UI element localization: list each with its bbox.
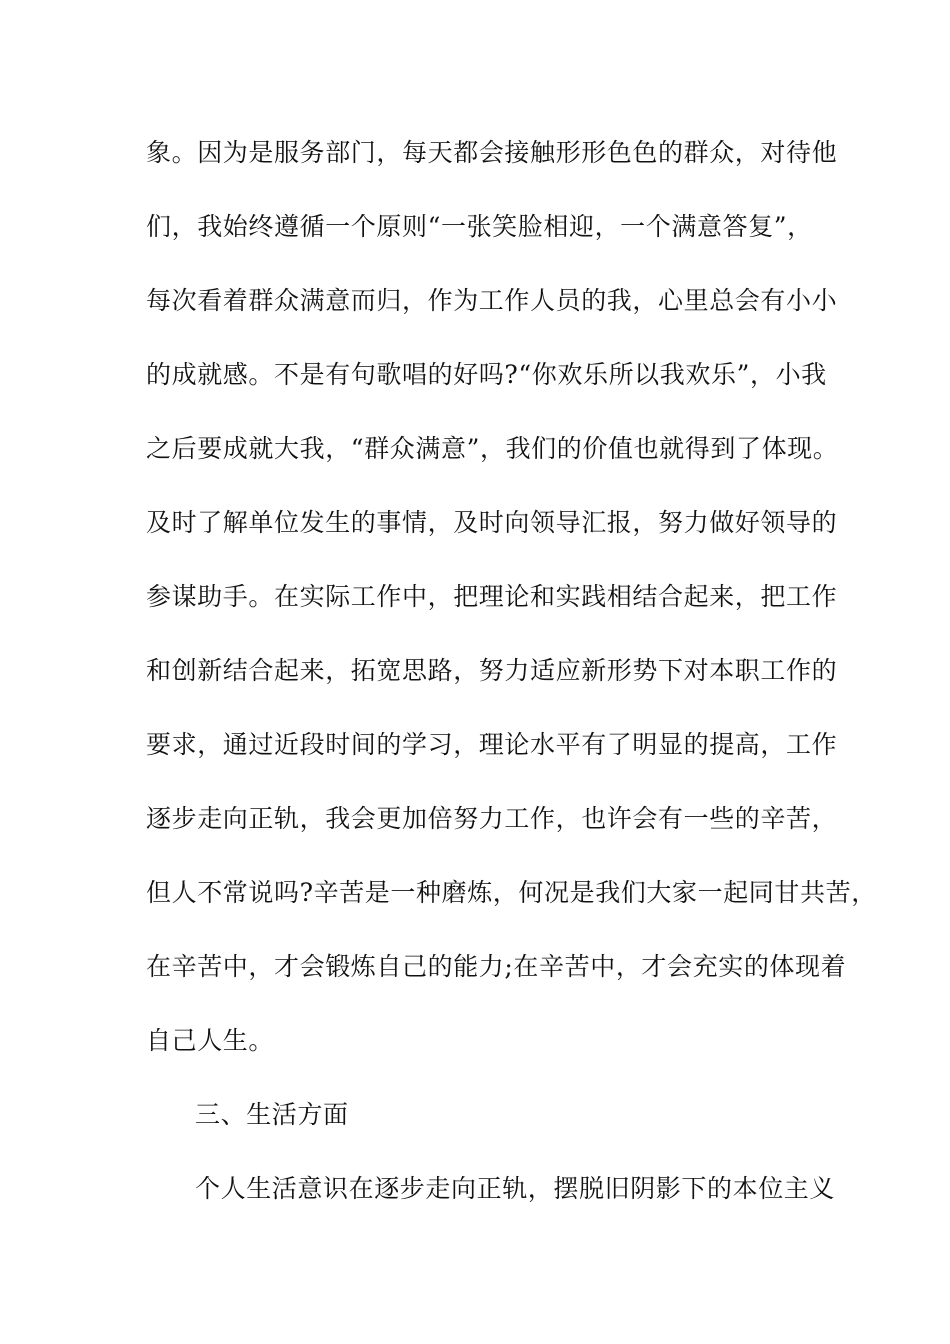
body-text-line: 自己人生。 <box>146 1026 275 1055</box>
body-text-line: 象。因为是服务部门，每天都会接触形形色色的群众，对待他 <box>146 138 838 167</box>
body-text-line: 和创新结合起来，拓宽思路，努力适应新形势下对本职工作的 <box>146 656 838 685</box>
body-text-line: 要求，通过近段时间的学习，理论水平有了明显的提高，工作 <box>146 730 838 759</box>
body-text-line: 在辛苦中，才会锻炼自己的能力;在辛苦中，才会充实的体现着 <box>146 952 847 981</box>
body-text-line: 们，我始终遵循一个原则“一张笑脸相迎，一个满意答复”， <box>146 212 813 241</box>
section-heading: 三、生活方面 <box>195 1100 349 1129</box>
body-text-line: 的成就感。不是有句歌唱的好吗?“你欢乐所以我欢乐”，小我 <box>146 360 827 389</box>
body-text-line: 逐步走向正轨，我会更加倍努力工作，也许会有一些的辛苦， <box>146 804 838 833</box>
body-text-line: 参谋助手。在实际工作中，把理论和实践相结合起来，把工作 <box>146 582 838 611</box>
body-text-line: 每次看着群众满意而归，作为工作人员的我，心里总会有小小 <box>146 286 838 315</box>
body-text-line: 及时了解单位发生的事情，及时向领导汇报，努力做好领导的 <box>146 508 838 537</box>
body-text-line: 之后要成就大我，“群众满意”，我们的价值也就得到了体现。 <box>146 434 839 463</box>
body-text-line: 但人不常说吗?辛苦是一种磨炼，何况是我们大家一起同甘共苦， <box>146 878 877 907</box>
paragraph-first-line: 个人生活意识在逐步走向正轨，摆脱旧阴影下的本位主义 <box>195 1174 836 1203</box>
